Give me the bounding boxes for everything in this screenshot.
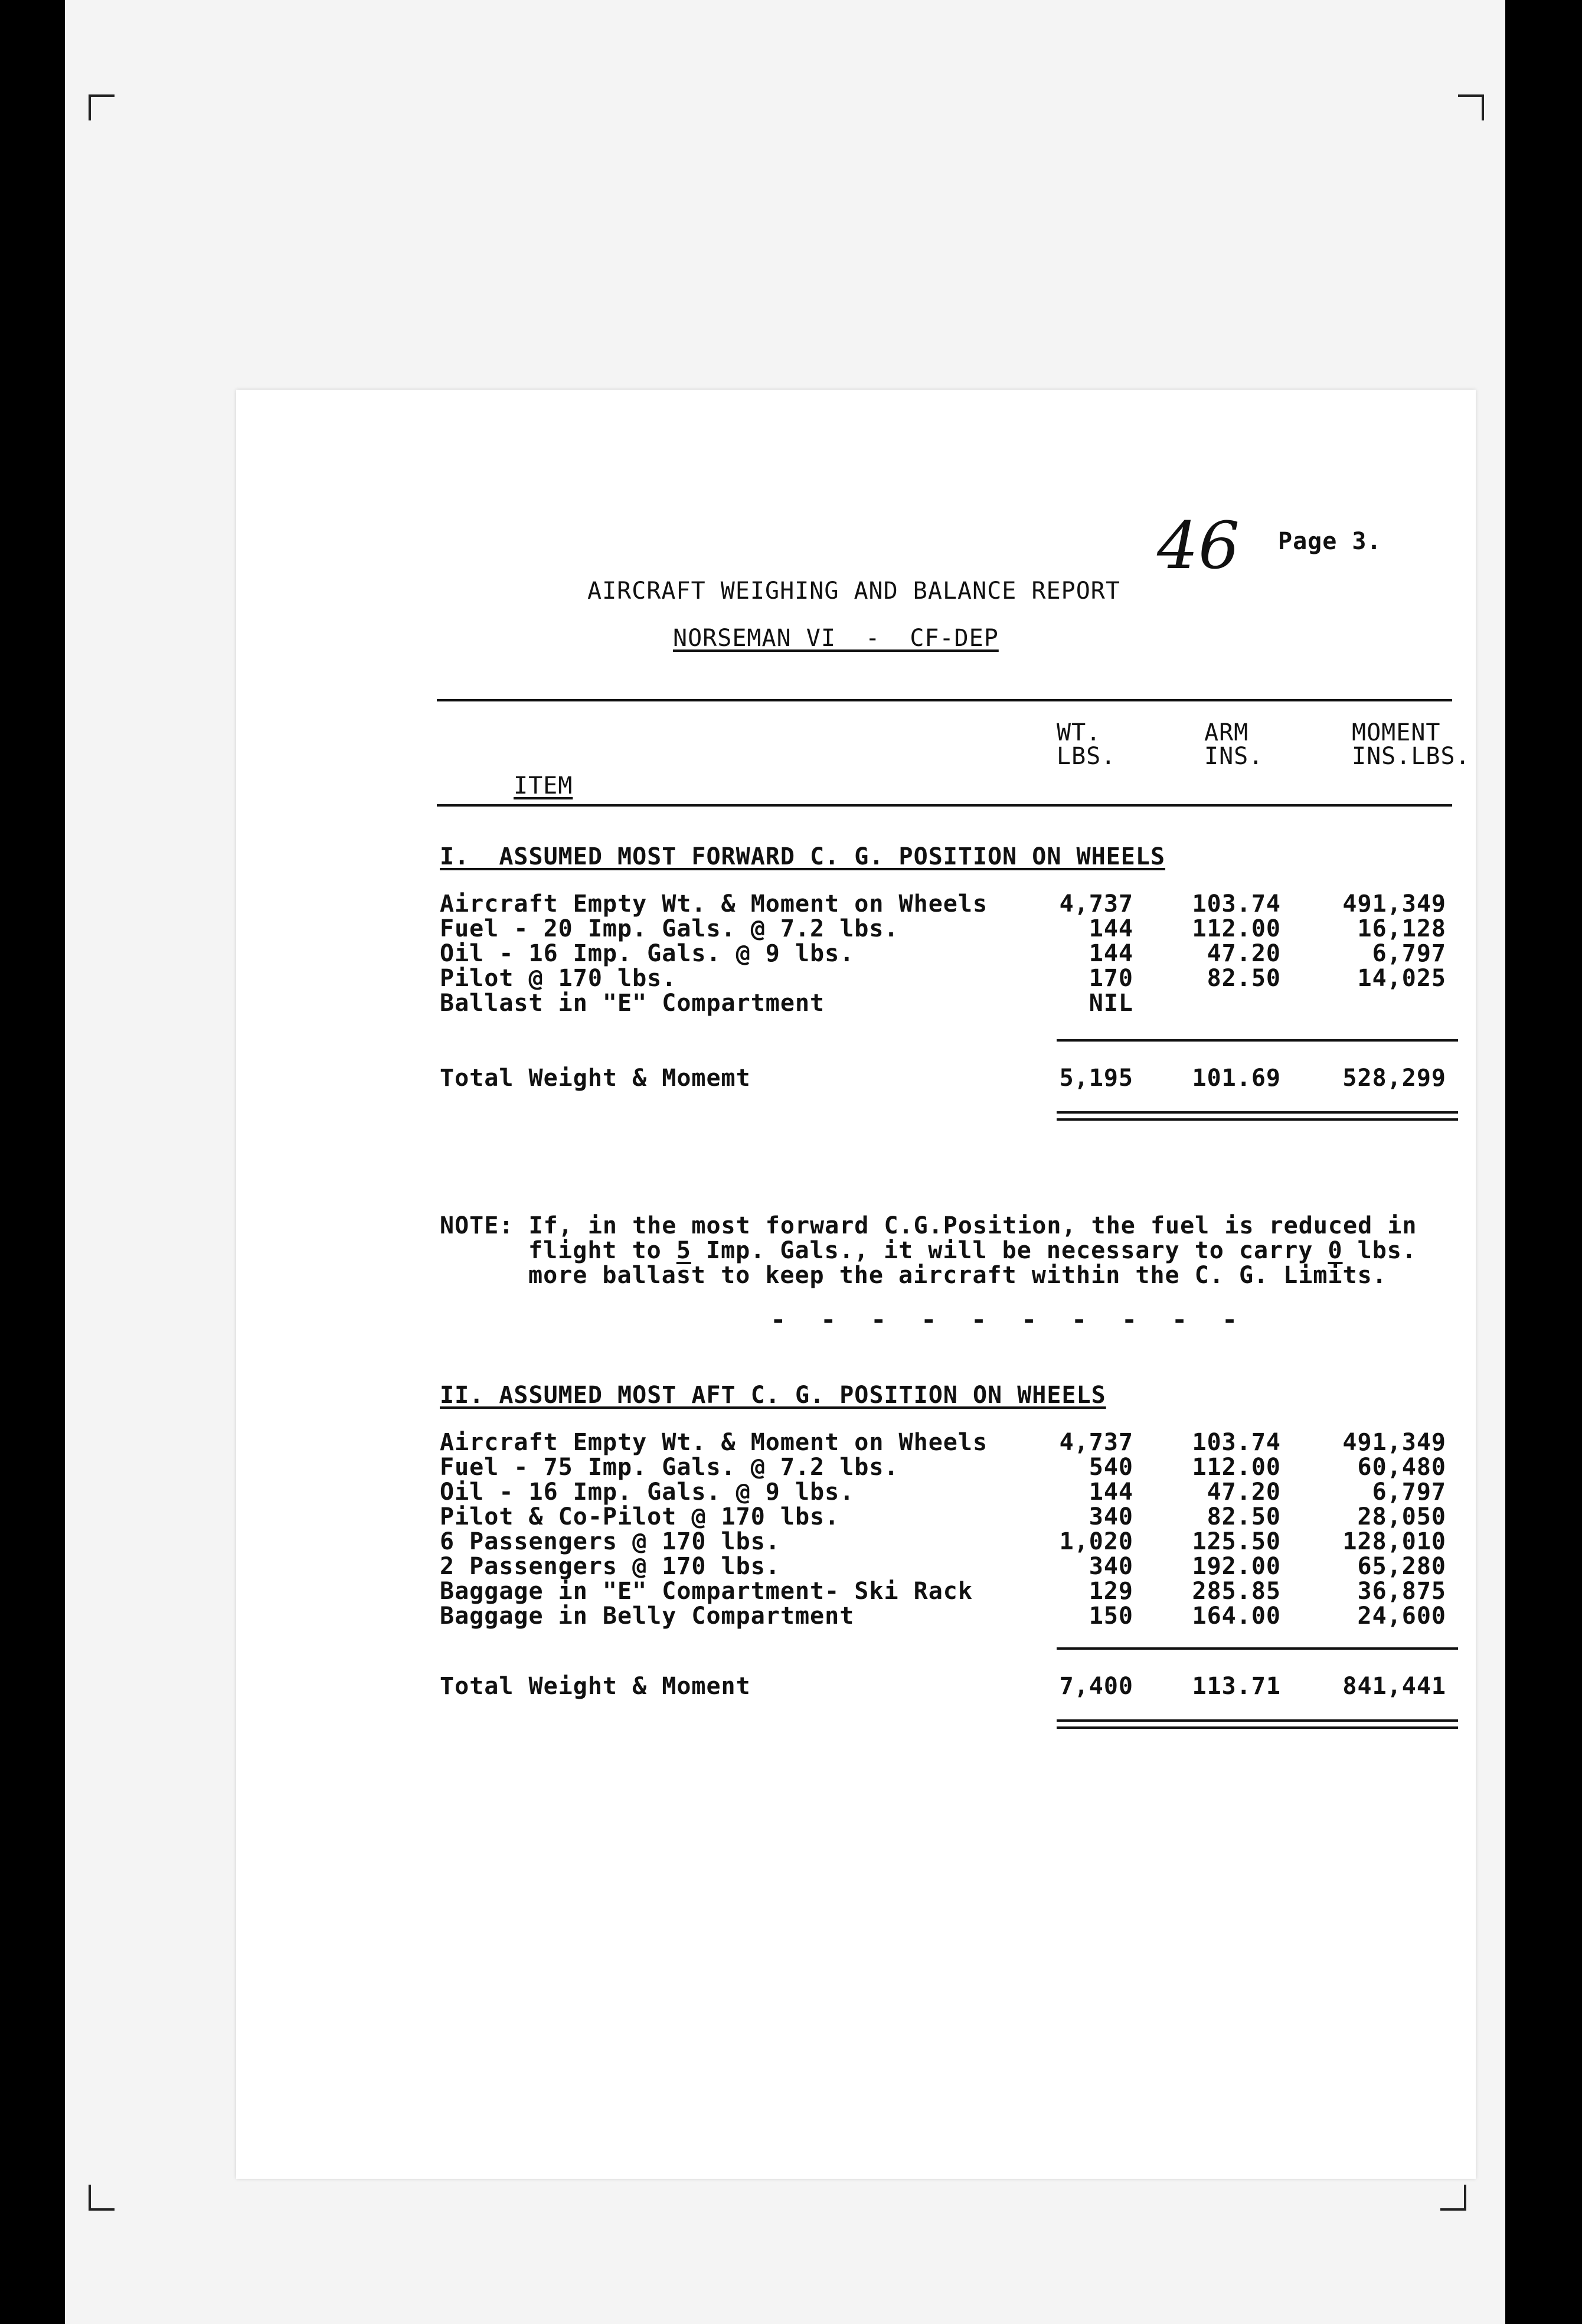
total-double-rule-1a [1057, 1111, 1458, 1114]
section-divider: - - - - - - - - - - [770, 1305, 1247, 1335]
section1-total-wt: 5,195 [1059, 1065, 1133, 1092]
section1-title: I. ASSUMED MOST FORWARD C. G. POSITION ON WHEELS [440, 843, 1166, 870]
table-row-item: 2 Passengers @ 170 lbs. [440, 1553, 780, 1580]
header-wt: WT. [1057, 719, 1101, 746]
note-line-2e: lbs. [1342, 1237, 1417, 1264]
table-row-moment: 6,797 [1372, 940, 1446, 967]
section2-total-arm: 113.71 [1192, 1673, 1281, 1700]
note-ballast-value: 0 [1328, 1237, 1343, 1264]
section2-total-label: Total Weight & Moment [440, 1673, 751, 1700]
table-row-moment: 24,600 [1357, 1602, 1446, 1630]
table-row-item: Aircraft Empty Wt. & Moment on Wheels [440, 890, 988, 918]
note-fuel-value: 5 [676, 1237, 691, 1264]
table-row-arm: 125.50 [1192, 1528, 1281, 1555]
section1-total-label: Total Weight & Momemt [440, 1065, 751, 1092]
report-title: AIRCRAFT WEIGHING AND BALANCE REPORT [587, 577, 1120, 605]
report-page [236, 390, 1476, 2179]
header-rule-bottom [437, 804, 1452, 807]
table-row-wt: 144 [1089, 940, 1133, 967]
section1-total-moment: 528,299 [1342, 1065, 1446, 1092]
table-row-wt: 150 [1089, 1602, 1133, 1630]
total-rule-2 [1057, 1647, 1458, 1650]
table-row-moment: 128,010 [1342, 1528, 1446, 1555]
header-moment: MOMENT [1352, 719, 1441, 746]
total-double-rule-1b [1057, 1118, 1458, 1121]
section1-total-arm: 101.69 [1192, 1065, 1281, 1092]
table-row-wt: 1,020 [1059, 1528, 1133, 1555]
crop-mark-top-right [1458, 94, 1484, 120]
table-row-arm: 103.74 [1192, 1429, 1281, 1456]
table-row-item: Baggage in Belly Compartment [440, 1602, 855, 1630]
table-row-moment: 36,875 [1357, 1578, 1446, 1605]
table-row-arm: 82.50 [1207, 965, 1281, 992]
film-border-right [1505, 0, 1582, 2324]
table-row-moment: 65,280 [1357, 1553, 1446, 1580]
table-row-wt: 540 [1089, 1454, 1133, 1481]
table-row-arm: 47.20 [1207, 1478, 1281, 1506]
table-row-arm: 164.00 [1192, 1602, 1281, 1630]
table-row-item: Pilot & Co-Pilot @ 170 lbs. [440, 1503, 840, 1530]
header-item: ITEM [514, 772, 573, 799]
table-row-wt: 144 [1089, 915, 1133, 942]
header-moment-unit: INS.LBS. [1352, 743, 1470, 770]
table-row-item: Baggage in "E" Compartment- Ski Rack [440, 1578, 973, 1605]
table-row-arm: 82.50 [1207, 1503, 1281, 1530]
table-row-moment: 60,480 [1357, 1454, 1446, 1481]
table-row-arm: 285.85 [1192, 1578, 1281, 1605]
table-row-arm: 103.74 [1192, 890, 1281, 918]
crop-mark-bottom-left [89, 2185, 115, 2211]
table-row-item: 6 Passengers @ 170 lbs. [440, 1528, 780, 1555]
table-row-item: Oil - 16 Imp. Gals. @ 9 lbs. [440, 940, 855, 967]
table-row-wt: 340 [1089, 1503, 1133, 1530]
note-line-2a: flight to [528, 1237, 676, 1264]
table-row-item: Aircraft Empty Wt. & Moment on Wheels [440, 1429, 988, 1456]
table-row-moment: 491,349 [1342, 890, 1446, 918]
header-arm: ARM [1204, 719, 1249, 746]
table-row-arm: 47.20 [1207, 940, 1281, 967]
note-line-2c: Imp. Gals., it will be necessary to carry [691, 1237, 1328, 1264]
section2-total-moment: 841,441 [1342, 1673, 1446, 1700]
report-subtitle: NORSEMAN VI - CF-DEP [673, 625, 999, 652]
section2-title: II. ASSUMED MOST AFT C. G. POSITION ON WHEELS [440, 1382, 1106, 1409]
handwritten-page-number: 46 [1157, 508, 1240, 583]
table-row-arm: 192.00 [1192, 1553, 1281, 1580]
header-rule-top [437, 699, 1452, 701]
table-row-wt: 340 [1089, 1553, 1133, 1580]
table-row-wt: 144 [1089, 1478, 1133, 1506]
note-line-2 [528, 1238, 1417, 1263]
table-row-item: Pilot @ 170 lbs. [440, 965, 677, 992]
table-row-moment: 16,128 [1357, 915, 1446, 942]
header-arm-unit: INS. [1204, 743, 1264, 770]
table-row-moment: 28,050 [1357, 1503, 1446, 1530]
table-row-wt: 4,737 [1059, 1429, 1133, 1456]
total-double-rule-2b [1057, 1726, 1458, 1729]
table-row-wt: NIL [1089, 990, 1133, 1017]
table-row-item: Fuel - 75 Imp. Gals. @ 7.2 lbs. [440, 1454, 899, 1481]
note-line-3: more ballast to keep the aircraft within the C. G. Limits. [528, 1262, 1387, 1289]
crop-mark-top-left [89, 94, 115, 120]
film-border-left [0, 0, 65, 2324]
table-row-item: Fuel - 20 Imp. Gals. @ 7.2 lbs. [440, 915, 899, 942]
table-row-item: Oil - 16 Imp. Gals. @ 9 lbs. [440, 1478, 855, 1506]
section2-total-wt: 7,400 [1059, 1673, 1133, 1700]
table-row-arm: 112.00 [1192, 915, 1281, 942]
table-row-item: Ballast in "E" Compartment [440, 990, 825, 1017]
table-row-wt: 170 [1089, 965, 1133, 992]
table-row-arm: 112.00 [1192, 1454, 1281, 1481]
header-wt-unit: LBS. [1057, 743, 1116, 770]
table-row-wt: 4,737 [1059, 890, 1133, 918]
crop-mark-bottom-right [1440, 2185, 1466, 2211]
table-row-moment: 6,797 [1372, 1478, 1446, 1506]
total-double-rule-2a [1057, 1719, 1458, 1722]
table-row-moment: 14,025 [1357, 965, 1446, 992]
table-row-moment: 491,349 [1342, 1429, 1446, 1456]
note-line-1: NOTE: If, in the most forward C.G.Position, the fuel is reduced in [440, 1212, 1417, 1239]
table-row-wt: 129 [1089, 1578, 1133, 1605]
total-rule-1 [1057, 1039, 1458, 1042]
page-number: Page 3. [1278, 528, 1382, 555]
